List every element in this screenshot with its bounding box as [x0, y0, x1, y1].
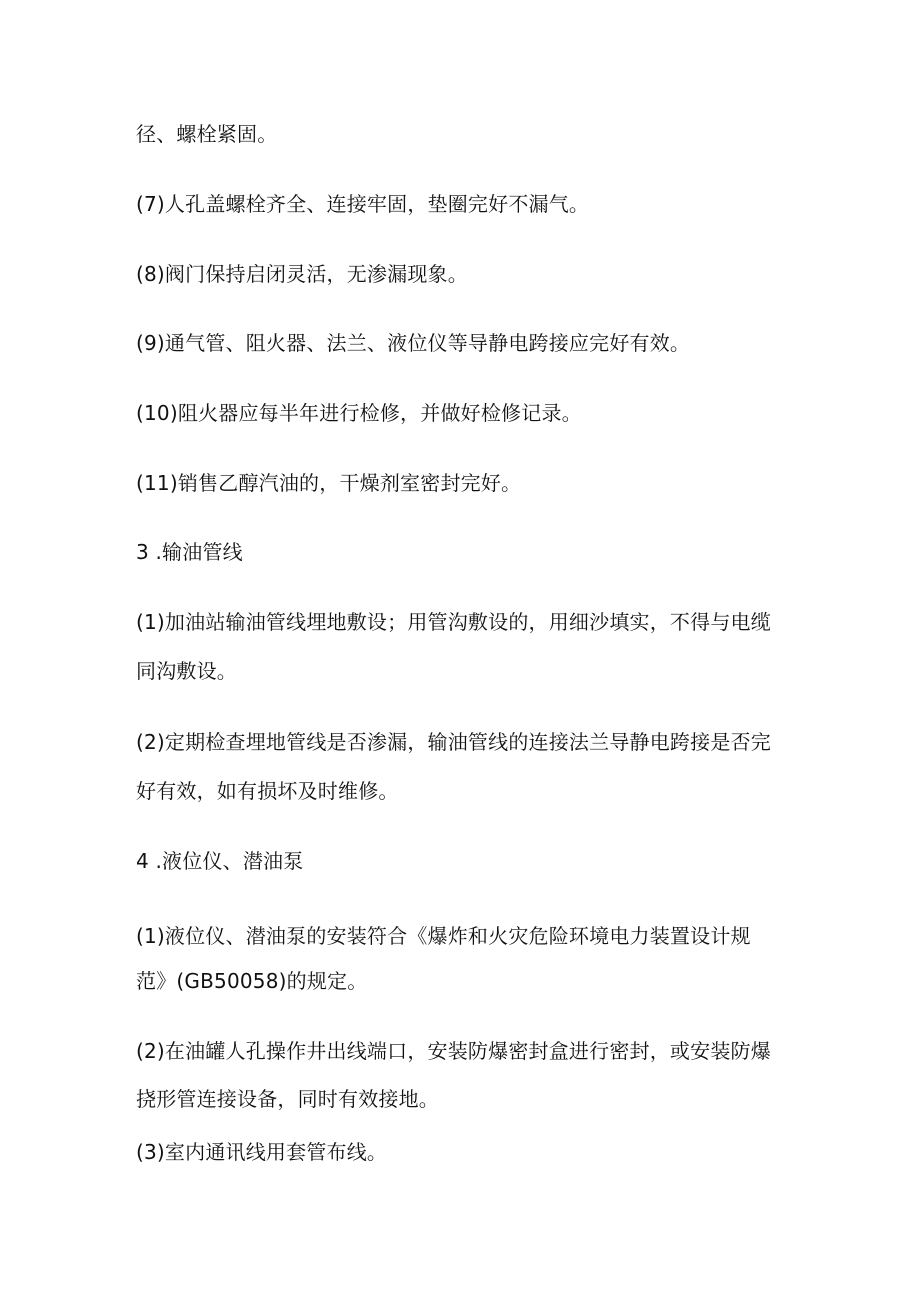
- text-line: (10)阻火器应每半年进行检修，并做好检修记录。: [136, 401, 582, 425]
- text-line: 好有效，如有损坏及时维修。: [136, 779, 399, 803]
- section-heading: 3 .输油管线: [136, 540, 243, 564]
- text-line: 径、螺栓紧固。: [136, 122, 278, 146]
- text-line: (8)阀门保持启闭灵活，无渗漏现象。: [136, 262, 468, 286]
- text-line: (1)液位仪、潜油泵的安装符合《爆炸和火灾危险环境电力装置设计规: [136, 924, 751, 948]
- text-line: (9)通气管、阻火器、法兰、液位仪等导静电跨接应完好有效。: [136, 331, 691, 355]
- text-line: 范》(GB50058)的规定。: [136, 969, 368, 993]
- text-line: (2)定期检查埋地管线是否渗漏，输油管线的连接法兰导静电跨接是否完: [136, 730, 771, 754]
- text-line: (1)加油站输油管线埋地敷设；用管沟敷设的，用细沙填实，不得与电缆: [136, 610, 771, 634]
- text-line: (3)室内通讯线用套管布线。: [136, 1140, 388, 1164]
- text-line: (2)在油罐人孔操作井出线端口，安装防爆密封盒进行密封，或安装防爆: [136, 1039, 771, 1063]
- text-line: (7)人孔盖螺栓齐全、连接牢固，垫圈完好不漏气。: [136, 192, 590, 216]
- text-line: 同沟敷设。: [136, 659, 237, 683]
- text-line: 挠形管连接设备，同时有效接地。: [136, 1087, 439, 1111]
- text-line: (11)销售乙醇汽油的，干燥剂室密封完好。: [136, 471, 522, 495]
- section-heading: 4 .液位仪、潜油泵: [136, 849, 304, 873]
